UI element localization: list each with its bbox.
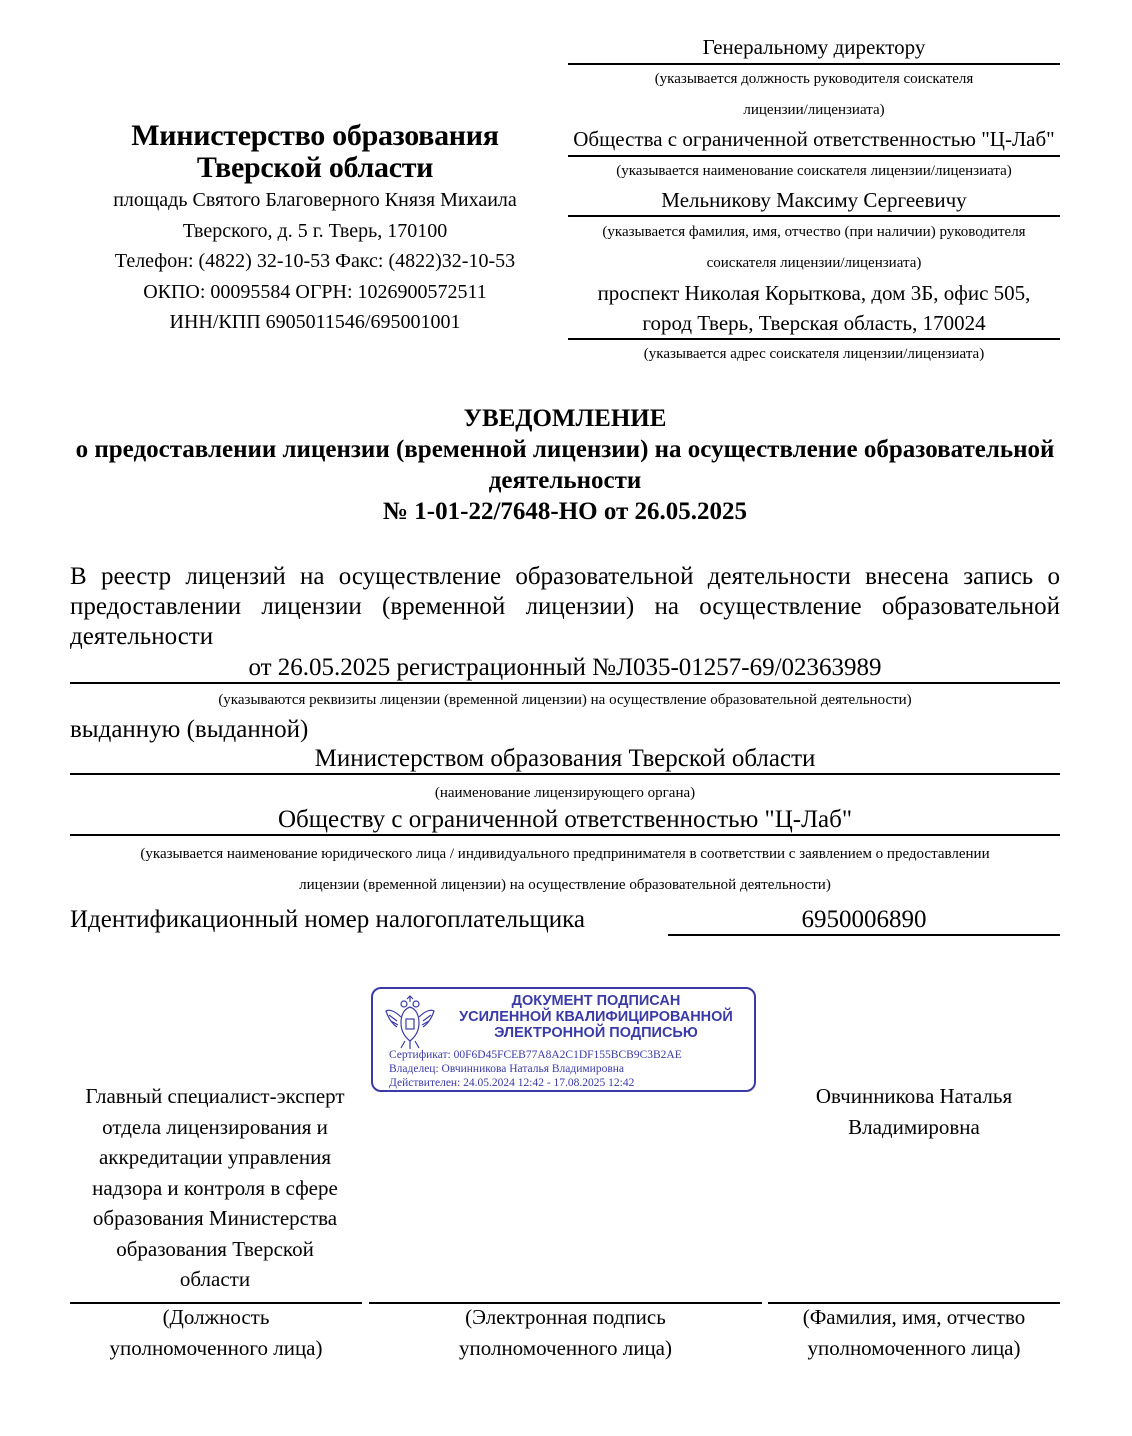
caption-line: уполномоченного лица) bbox=[109, 1336, 323, 1360]
stamp-header bbox=[441, 993, 751, 1041]
e-signature-stamp bbox=[371, 987, 756, 1092]
recipient-person-note bbox=[568, 217, 1060, 279]
notice-subtitle: о предоставлении лицензии (временной лицензии) на осуществление образовательной деятельности bbox=[75, 436, 1055, 494]
note-line: соискателя лицензии/лицензиата) bbox=[706, 255, 922, 271]
recipient-address bbox=[568, 278, 1060, 340]
caption-line: уполномоченного лица) bbox=[459, 1336, 672, 1360]
recipient-org-note: (указывается наименование соискателя лицензии/лицензиата) bbox=[616, 163, 1012, 179]
ministry-details bbox=[66, 185, 564, 338]
license-details: от 26.05.2025 регистрационный №Л035-01257-69/02363989 bbox=[70, 652, 1060, 684]
caption-line: (Должность bbox=[162, 1305, 270, 1329]
ministry-inn: ИНН/КПП 6905011546/695001001 bbox=[169, 311, 461, 333]
issuer-note: (наименование лицензирующего органа) bbox=[434, 785, 696, 801]
address-line: проспект Николая Корыткова, дом 3Б, офис 505, bbox=[597, 281, 1031, 305]
signer-name-line: Овчинникова Наталья bbox=[815, 1084, 1013, 1108]
issued-label: выданную (выданной) bbox=[70, 716, 309, 743]
stamp-meta bbox=[389, 1048, 749, 1090]
signer-name-line: Владимировна bbox=[848, 1114, 980, 1139]
note-line: (указывается должность руководителя соискателя bbox=[654, 71, 974, 87]
stamp-header-line: ЭЛЕКТРОННОЙ ПОДПИСЬЮ bbox=[494, 1025, 698, 1041]
notice-number: № 1-01-22/7648-НО от 26.05.2025 bbox=[382, 498, 748, 525]
note-line: лицензии/лицензиата) bbox=[743, 102, 885, 118]
issuer-name: Министерством образования Тверской области bbox=[70, 743, 1060, 775]
caption-name bbox=[768, 1302, 1060, 1364]
caption-line: уполномоченного лица) bbox=[807, 1336, 1021, 1360]
ministry-okpo: ОКПО: 00095584 ОГРН: 1026900572511 bbox=[143, 280, 487, 303]
stamp-owner: Владелец: Овчинникова Наталья Владимировна bbox=[389, 1063, 625, 1075]
stamp-header-line: УСИЛЕННОЙ КВАЛИФИЦИРОВАННОЙ bbox=[459, 1009, 733, 1025]
recipient-person: Мельникову Максиму Сергеевичу bbox=[568, 185, 1060, 217]
inn-label: Идентификационный номер налогоплательщика bbox=[70, 906, 586, 933]
stamp-validity: Действителен: 24.05.2024 12:42 - 17.08.2025 12:42 bbox=[389, 1077, 635, 1089]
caption-position bbox=[70, 1302, 362, 1364]
signer-position-line: области bbox=[179, 1267, 251, 1291]
ministry-phone: Телефон: (4822) 32-10-53 Факс: (4822)32-10-53 bbox=[114, 250, 516, 272]
signer-position-line: образования Министерства bbox=[92, 1206, 338, 1230]
recipient-position: Генеральному директору bbox=[568, 32, 1060, 65]
notice-intro: В реестр лицензий на осуществление образовательной деятельности внесена запись о предоставлении лицензии (временной лицензии) на осуществление образовательной деятельности bbox=[70, 563, 1060, 650]
signer-position bbox=[66, 1081, 364, 1295]
holder-name: Обществу с ограниченной ответственностью "Ц-Лаб" bbox=[70, 804, 1060, 836]
caption-line: (Фамилия, имя, отчество bbox=[802, 1305, 1026, 1329]
holder-note bbox=[70, 839, 1060, 901]
ministry-name: Министерство образования Тверской области bbox=[131, 119, 499, 184]
signer-position-line: Главный специалист-эксперт bbox=[85, 1084, 345, 1108]
note-line: (указывается наименование юридического лица / индивидуального предпринимателя в соответствии с заявлением о предоставлении bbox=[140, 846, 990, 862]
caption-signature bbox=[369, 1302, 762, 1364]
signer-position-line: надзора и контроля в сфере bbox=[92, 1175, 338, 1200]
stamp-header-line: ДОКУМЕНТ ПОДПИСАН bbox=[511, 993, 681, 1009]
notice-title: УВЕДОМЛЕНИЕ bbox=[463, 405, 667, 432]
signer-position-line: образования Тверской bbox=[116, 1236, 314, 1261]
inn-value: 6950006890 bbox=[668, 904, 1060, 936]
stamp-certificate: Сертификат: 00F6D45FCEB77A8A2C1DF155BCB9C3B2AE bbox=[389, 1049, 682, 1061]
recipient-position-note bbox=[568, 64, 1060, 126]
recipient-address-note: (указывается адрес соискателя лицензии/лицензиата) bbox=[643, 346, 985, 362]
address-line: город Тверь, Тверская область, 170024 bbox=[642, 311, 986, 335]
recipient-org: Общества с ограниченной ответственностью "Ц-Лаб" bbox=[568, 124, 1060, 157]
license-details-note: (указываются реквизиты лицензии (временной лицензии) на осуществление образовательной деятельности) bbox=[218, 692, 912, 708]
signer-position-line: аккредитации управления bbox=[98, 1145, 332, 1169]
caption-line: (Электронная подпись bbox=[465, 1305, 666, 1329]
ministry-address-line: площадь Святого Благоверного Князя Михаила bbox=[113, 189, 517, 211]
signer-name bbox=[768, 1081, 1060, 1142]
ministry-address-line: Тверского, д. 5 г. Тверь, 170100 bbox=[182, 219, 448, 242]
note-line: лицензии (временной лицензии) на осуществление образовательной деятельности) bbox=[299, 877, 831, 893]
note-line: (указывается фамилия, имя, отчество (при наличии) руководителя bbox=[602, 224, 1026, 240]
russian-coat-of-arms-icon bbox=[383, 995, 437, 1051]
signer-position-line: отдела лицензирования и bbox=[102, 1114, 328, 1139]
